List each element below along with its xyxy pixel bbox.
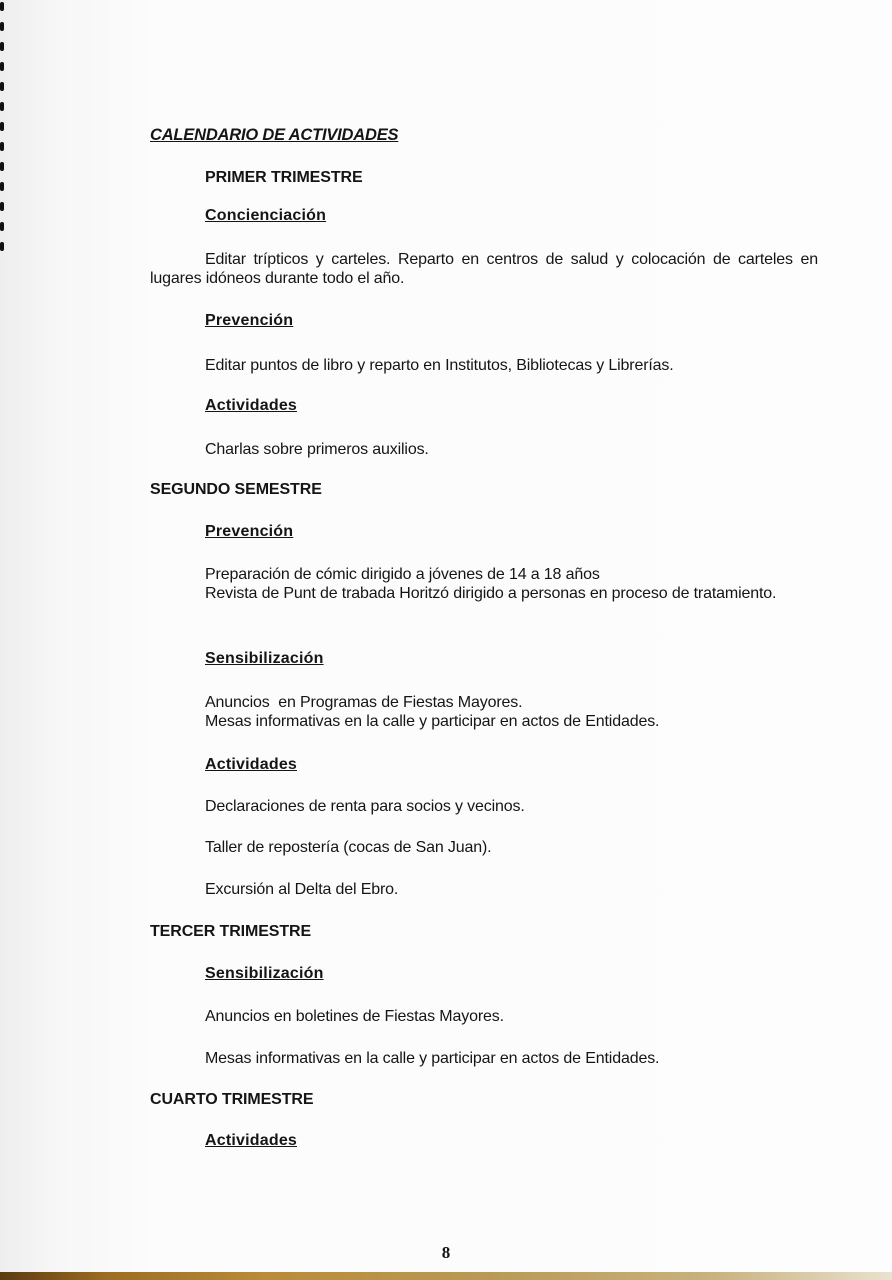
paragraph-sensibilizacion-1a: Anuncios en Programas de Fiestas Mayores. xyxy=(205,694,523,711)
subheading-sensibilizacion-1: Sensibilización xyxy=(205,650,324,667)
paragraph-prevencion-2b: Revista de Punt de trabada Horitzó dirigido a personas en proceso de tratamiento. xyxy=(205,585,777,602)
subheading-actividades-3: Actividades xyxy=(205,1132,298,1149)
paragraph-actividades-2b: Taller de repostería (cocas de San Juan). xyxy=(205,839,492,856)
paragraph-actividades-1: Charlas sobre primeros auxilios. xyxy=(205,441,429,458)
paragraph-actividades-2a: Declaraciones de renta para socios y vecinos. xyxy=(205,798,525,815)
section-heading-primer-trimestre: PRIMER TRIMESTRE xyxy=(205,169,363,186)
document-title: CALENDARIO DE ACTIVIDADES xyxy=(150,126,399,144)
subheading-actividades-2: Actividades xyxy=(205,756,298,773)
paragraph-actividades-2c: Excursión al Delta del Ebro. xyxy=(205,881,399,898)
section-heading-tercer-trimestre: TERCER TRIMESTRE xyxy=(150,923,312,940)
subheading-prevencion-2: Prevención xyxy=(205,523,294,540)
paragraph-prevencion-1: Editar puntos de libro y reparto en Institutos, Bibliotecas y Librerías. xyxy=(205,357,674,374)
paragraph-sensibilizacion-2b: Mesas informativas en la calle y participar en actos de Entidades. xyxy=(205,1050,660,1067)
paragraph-sensibilizacion-2a: Anuncios en boletines de Fiestas Mayores. xyxy=(205,1008,504,1025)
section-heading-segundo-semestre: SEGUNDO SEMESTRE xyxy=(150,481,322,498)
paragraph-sensibilizacion-1b: Mesas informativas en la calle y participar en actos de Entidades. xyxy=(205,713,660,730)
binding-holes xyxy=(0,0,8,260)
subheading-concienciacion: Concienciación xyxy=(205,207,327,224)
subheading-actividades-1: Actividades xyxy=(205,397,298,414)
subheading-sensibilizacion-2: Sensibilización xyxy=(205,965,324,982)
bottom-rule xyxy=(0,1272,892,1280)
page-number: 8 xyxy=(441,1243,451,1262)
subheading-prevencion-1: Prevención xyxy=(205,312,294,329)
section-heading-cuarto-trimestre: CUARTO TRIMESTRE xyxy=(150,1091,314,1108)
paragraph-prevencion-2a: Preparación de cómic dirigido a jóvenes de 14 a 18 años xyxy=(205,566,600,583)
paragraph-concienciacion: Editar trípticos y carteles. Reparto en centros de salud y colocación de carteles en lugares idóneos durante todo el año. xyxy=(150,251,818,287)
